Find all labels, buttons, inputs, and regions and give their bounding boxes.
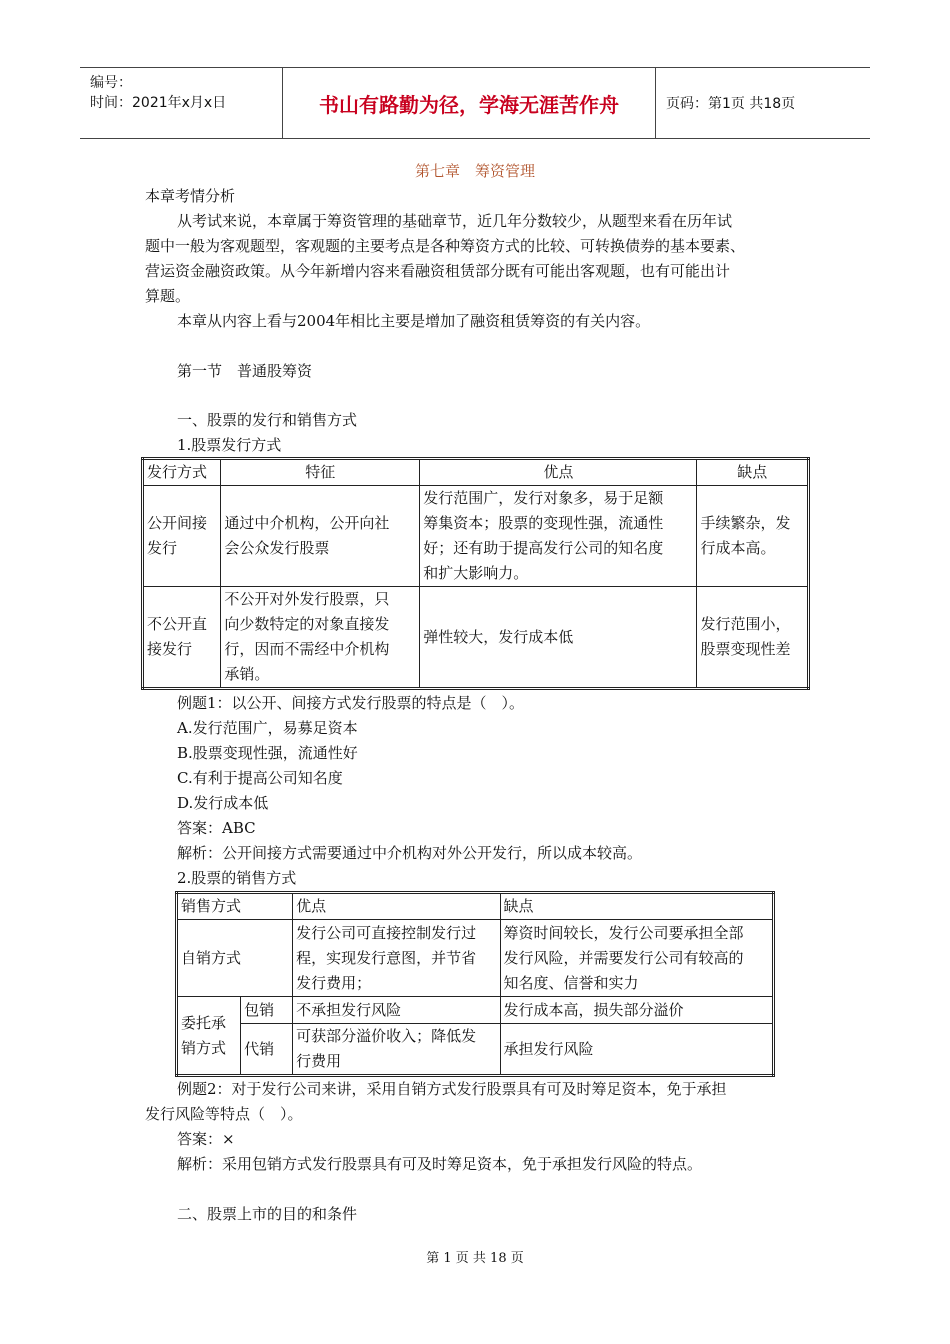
date-label: 时间：2021年x月x日 [90,95,227,111]
header-meta [80,68,283,138]
cell-line: 销方式 [181,1038,227,1057]
cell-line: 发行公司可直接控制发行过 [296,923,477,942]
issuance-method-table [141,457,810,690]
table-cell-method [143,587,221,689]
table-row [177,1024,774,1076]
example1-option-d: D.发行成本低 [177,794,269,812]
example1-option-c: C.有利于提高公司知名度 [177,769,343,787]
chapter-title: 第七章 筹资管理 [414,162,535,180]
table-header-row [143,459,809,486]
cell-line: 股票变现性差 [700,640,791,658]
cell-line: 和扩大影响力。 [423,564,529,582]
cell-line: 筹资时间较长，发行公司要承担全部 [503,923,744,942]
table-cell-pros [420,587,697,689]
section-title: 第一节 普通股筹资 [177,362,313,380]
table-header-cell: 缺点 [697,459,809,486]
table-cell-feature [221,587,420,689]
table-header-cell: 缺点 [500,893,773,920]
cell-line: 发行费用； [296,973,372,992]
table-header-cell: 发行方式 [143,459,221,486]
table-cell-method [177,997,241,1076]
analysis-line-1: 从考试来说，本章属于筹资管理的基础章节，近几年分数较少，从题型来看在历年试 [177,212,733,230]
analysis-line-3: 营运资金融资政策。从今年新增内容来看融资租赁部分既有可能出客观题，也有可能出计 [145,262,731,280]
analysis-heading: 本章考情分析 [145,187,236,205]
subsection-title: 一、股票的发行和销售方式 [177,411,358,429]
cell-line: 承销。 [224,665,270,683]
example2-analysis: 解析：采用包销方式发行股票具有可及时筹足资本，免于承担发行风险的特点。 [177,1155,703,1173]
page-footer: 第 1 页 共 18 页 [426,1251,524,1266]
table-cell-submethod: 包销 [241,997,293,1024]
cell-line: 发行 [147,539,178,557]
table-cell-pros: 不承担发行风险 [293,997,500,1024]
table-cell-cons [697,486,809,587]
table-row [177,997,774,1024]
table-row [143,486,809,587]
table-cell-cons: 承担发行风险 [500,1024,773,1076]
cell-line: 程，实现发行意图，并节省 [296,948,477,967]
table-cell-pros [420,486,697,587]
table-header-cell: 优点 [420,459,697,486]
cell-line: 发行范围广，发行对象多，易于足额 [423,489,664,507]
cell-line: 可获部分溢价收入；降低发 [296,1027,477,1045]
analysis-line-2: 题中一般为客观题型，客观题的主要考点是各种筹资方式的比较、可转换债券的基本要素、 [145,237,746,255]
cell-line: 知名度、信誉和实力 [503,973,639,992]
cell-line: 发行范围小， [700,615,791,633]
example1-answer: 答案：ABC [177,819,256,837]
cell-line: 好；还有助于提高发行公司的知名度 [423,539,664,557]
table-cell-method: 自销方式 [177,920,293,997]
table-cell-cons [697,587,809,689]
table-header-cell: 销售方式 [177,893,293,920]
table-cell-cons [500,920,773,997]
header-motto: 书山有路勤为径，学海无涯苦作舟 [283,68,656,138]
page-header [80,67,870,139]
cell-line: 发行风险，并需要发行公司有较高的 [503,948,744,967]
table-cell-method [143,486,221,587]
cell-line: 公开间接 [147,514,208,532]
example1-option-a: A.发行范围广，易募足资本 [177,719,358,737]
example1-question: 例题1：以公开、间接方式发行股票的特点是（ ）。 [177,694,525,712]
cell-line: 通过中介机构，公开向社 [224,514,390,532]
example2-question-line-2: 发行风险等特点（ ）。 [145,1105,303,1123]
analysis-line-4: 算题。 [145,287,191,305]
cell-line: 不公开对外发行股票，只 [224,590,390,608]
table-header-cell: 特征 [221,459,420,486]
cell-line: 行成本高。 [700,539,776,557]
cell-line: 会公众发行股票 [224,539,330,557]
cell-line: 手续繁杂，发 [700,514,791,532]
cell-line: 行，因而不需经中介机构 [224,640,390,658]
number-label: 编号： [90,75,132,91]
table-row [143,587,809,689]
sales-method-table [175,891,775,1077]
cell-line: 筹集资本；股票的变现性强，流通性 [423,514,664,532]
cell-line: 弹性较大，发行成本低 [423,627,574,646]
analysis-para-2: 本章从内容上看与2004年相比主要是增加了融资租赁筹资的有关内容。 [177,312,651,330]
cell-line: 委托承 [181,1013,227,1032]
table-header-row [177,893,774,920]
table-header-cell: 优点 [293,893,500,920]
table-cell-pros [293,1024,500,1076]
table-cell-pros [293,920,500,997]
example2-question-line-1: 例题2：对于发行公司来讲，采用自销方式发行股票具有可及时筹足资本，免于承担 [177,1080,727,1098]
header-page-info: 页码：第1页 共18页 [666,96,796,112]
example2-answer: 答案：× [177,1130,235,1148]
table-cell-feature [221,486,420,587]
table-cell-submethod: 代销 [241,1024,293,1076]
cell-line: 行费用 [296,1052,342,1070]
cell-line: 向少数特定的对象直接发 [224,615,390,633]
cell-line: 不公开直 [147,615,208,633]
cell-line: 接发行 [147,640,193,658]
table-cell-cons: 发行成本高，损失部分溢价 [500,997,773,1024]
table-row [177,920,774,997]
table1-caption: 1.股票发行方式 [177,436,282,454]
table2-caption: 2.股票的销售方式 [177,869,297,887]
example1-analysis: 解析：公开间接方式需要通过中介机构对外公开发行，所以成本较高。 [177,844,643,862]
example1-option-b: B.股票变现性强，流通性好 [177,744,358,762]
subsection-title-2: 二、股票上市的目的和条件 [177,1205,358,1223]
